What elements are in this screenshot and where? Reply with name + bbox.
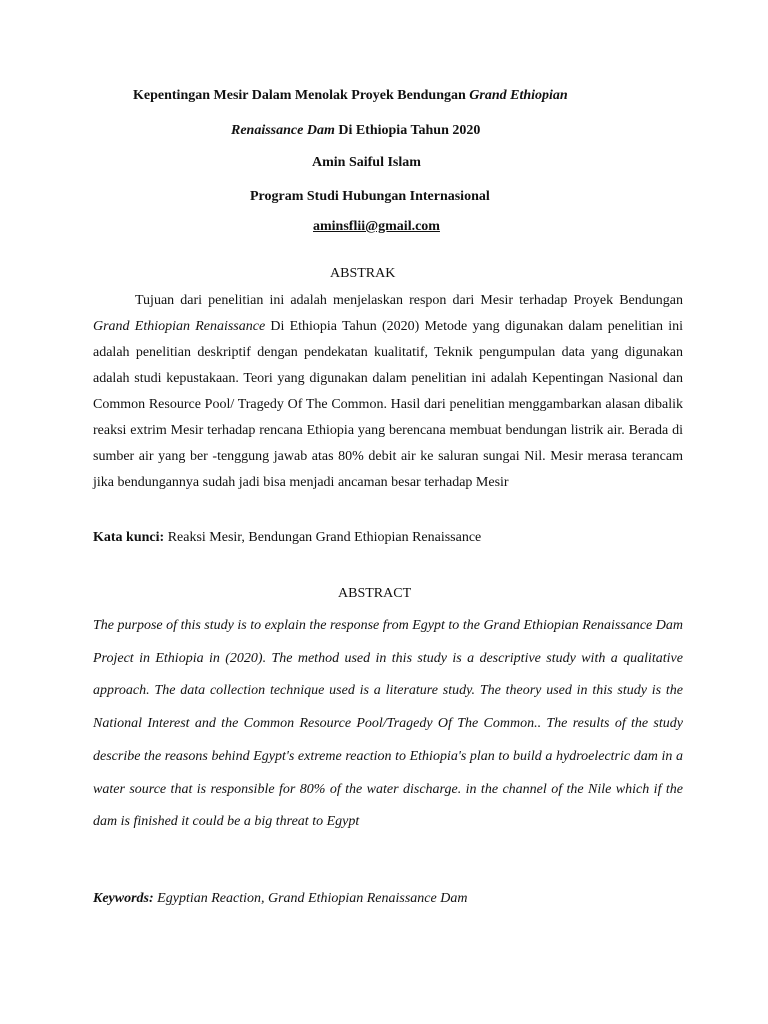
title-line-1-text: Kepentingan Mesir Dalam Menolak Proyek Bendungan: [133, 88, 470, 103]
abstrak-keywords: [93, 529, 481, 547]
title-line-2: [231, 122, 480, 140]
abstrak-heading: ABSTRAK: [330, 266, 396, 281]
abstrak-body: [93, 288, 683, 496]
abstract-keywords-text: Egyptian Reaction, Grand Ethiopian Renaissance Dam: [153, 891, 468, 906]
abstract-heading: ABSTRACT: [338, 586, 412, 601]
abstrak-text-post: Di Ethiopia Tahun (2020) Metode yang digunakan dalam penelitian ini adalah penelitian deskriptif dengan pendekatan kualitatif, Teknik pengumpulan data yang digunakan adalah studi kepustakaan. Teori yang digunakan dalam penelitian ini adalah Kepentingan Nasional dan Common Resource Pool/ Tragedy Of The Common. Hasil dari penelitian menggambarkan alasan dibalik reaksi extrim Mesir terhadap rencana Ethiopia yang berencana membuat bendungan listrik air. Berada di sumber air yang ber -tenggung jawab atas 80% debit air ke saluran sungai Nil. Mesir merasa terancam jika bendungannya sudah jadi bisa menjadi ancaman besar terhadap Mesir: [93, 319, 683, 490]
abstract-keywords: [93, 890, 467, 908]
title-line-2-italic: Renaissance Dam: [231, 123, 335, 138]
title-line-2-text: Di Ethiopia Tahun 2020: [334, 123, 481, 138]
title-line-1-italic: Grand Ethiopian: [469, 88, 568, 103]
author-program: Program Studi Hubungan Internasional: [250, 189, 490, 204]
author-name: Amin Saiful Islam: [312, 155, 421, 170]
abstract-body: The purpose of this study is to explain the response from Egypt to the Grand Ethiopian Renaissance Dam Project in Ethiopia in (2020). The method used in this study is a descriptive study with a qualitative approach. The data collection technique used is a literature study. The theory used in this study is the National Interest and the Common Resource Pool/Tragedy Of The Common.. The results of the study describe the reasons behind Egypt's extreme reaction to Ethiopia's plan to build a hydroelectric dam in a water source that is responsible for 80% of the water discharge. in the channel of the Nile which if the dam is finished it could be a big threat to Egypt: [93, 618, 683, 830]
abstrak-text-pre: Tujuan dari penelitian ini adalah menjelaskan respon dari Mesir terhadap Proyek Bendungan: [135, 293, 683, 308]
abstrak-text-italic: Grand Ethiopian Renaissance: [93, 319, 266, 334]
title-line-1: [133, 87, 568, 105]
abstrak-keywords-label: Kata kunci:: [93, 530, 165, 545]
abstrak-keywords-text: Reaksi Mesir, Bendungan Grand Ethiopian Renaissance: [164, 530, 482, 545]
author-email[interactable]: aminsflii@gmail.com: [313, 219, 440, 234]
abstract-keywords-label: Keywords:: [93, 891, 154, 906]
